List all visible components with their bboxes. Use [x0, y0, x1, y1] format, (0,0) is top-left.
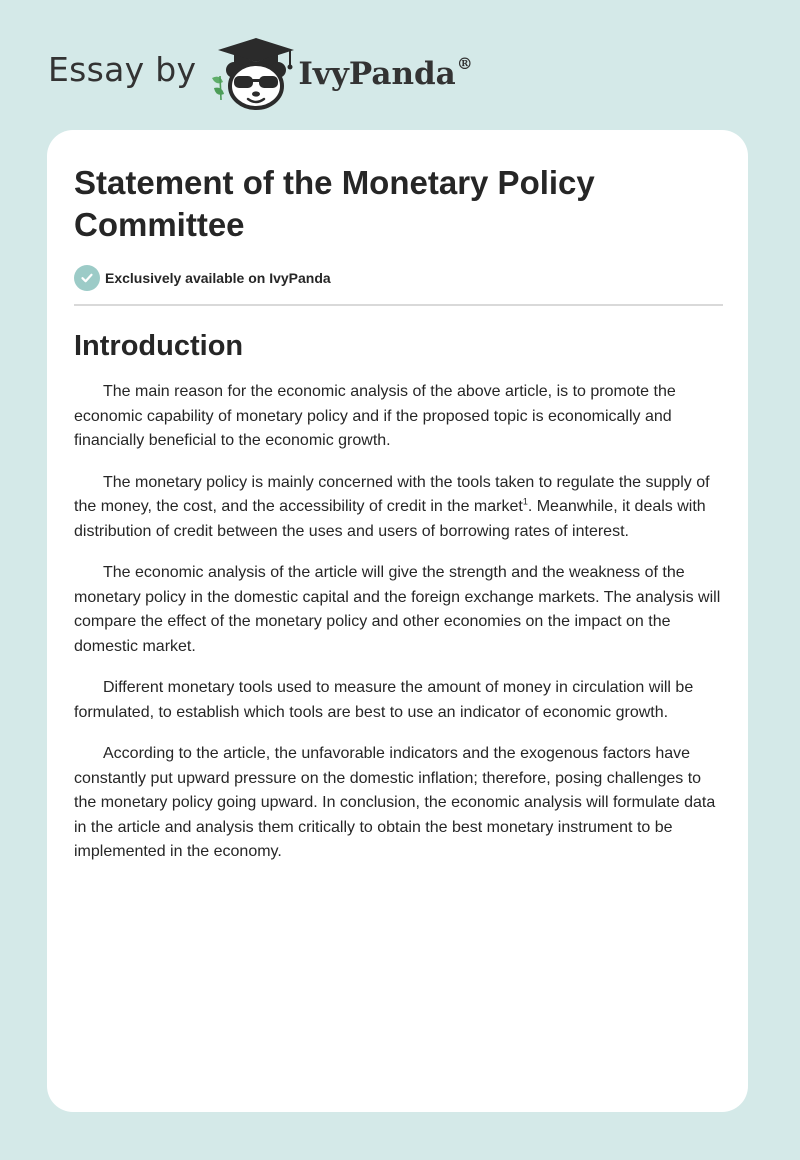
paragraph: Different monetary tools used to measure the amount of money in circulation will be formulated, to establish which tools are best to use an indicator of economic growth.	[74, 679, 694, 721]
section-heading-introduction: Introduction	[74, 330, 244, 362]
panda-logo-icon[interactable]	[210, 36, 302, 112]
footnote-ref[interactable]: 1	[522, 496, 528, 507]
paragraph: The main reason for the economic analysis of the above article, is to promote the economic capability of monetary policy and if the proposed topic is economically and financially beneficial to the economic growth.	[74, 383, 676, 449]
paragraph: According to the article, the unfavorable indicators and the exogenous factors have constantly put upward pressure on the domestic inflation; therefore, posing challenges to the monetary policy going upward. In conclusion, the economic analysis will formulate data in the article and analysis them critically to obtain the best monetary instrument to be implemented in the economy.	[74, 745, 716, 860]
exclusive-badge	[74, 264, 723, 292]
divider	[74, 304, 723, 306]
paragraph-text: . Meanwhile, it deals with distribution of credit between the uses and users of borrowing rates of interest.	[74, 498, 706, 540]
site-header	[48, 34, 473, 114]
brand-name-text: IvyPanda	[298, 56, 456, 92]
brand-prefix: Essay by	[48, 49, 197, 89]
badge-text: Exclusively available on IvyPanda	[105, 270, 331, 286]
check-icon	[74, 265, 100, 291]
paragraph: The economic analysis of the article will give the strength and the weakness of the monetary policy in the domestic capital and the foreign exchange markets. The analysis will compare the effect of the monetary policy and other economies on the impact on the domestic market.	[74, 564, 721, 655]
registered-mark: ®	[456, 54, 473, 73]
article-content	[74, 162, 723, 865]
article-card	[47, 130, 748, 1112]
brand-name[interactable]	[298, 56, 472, 92]
page-title: Statement of the Monetary Policy Committee	[74, 164, 595, 243]
paragraph	[74, 471, 723, 545]
paragraph-text: The monetary policy is mainly concerned with the tools taken to regulate the supply of the money, the cost, and the accessibility of credit in the market	[74, 473, 710, 515]
